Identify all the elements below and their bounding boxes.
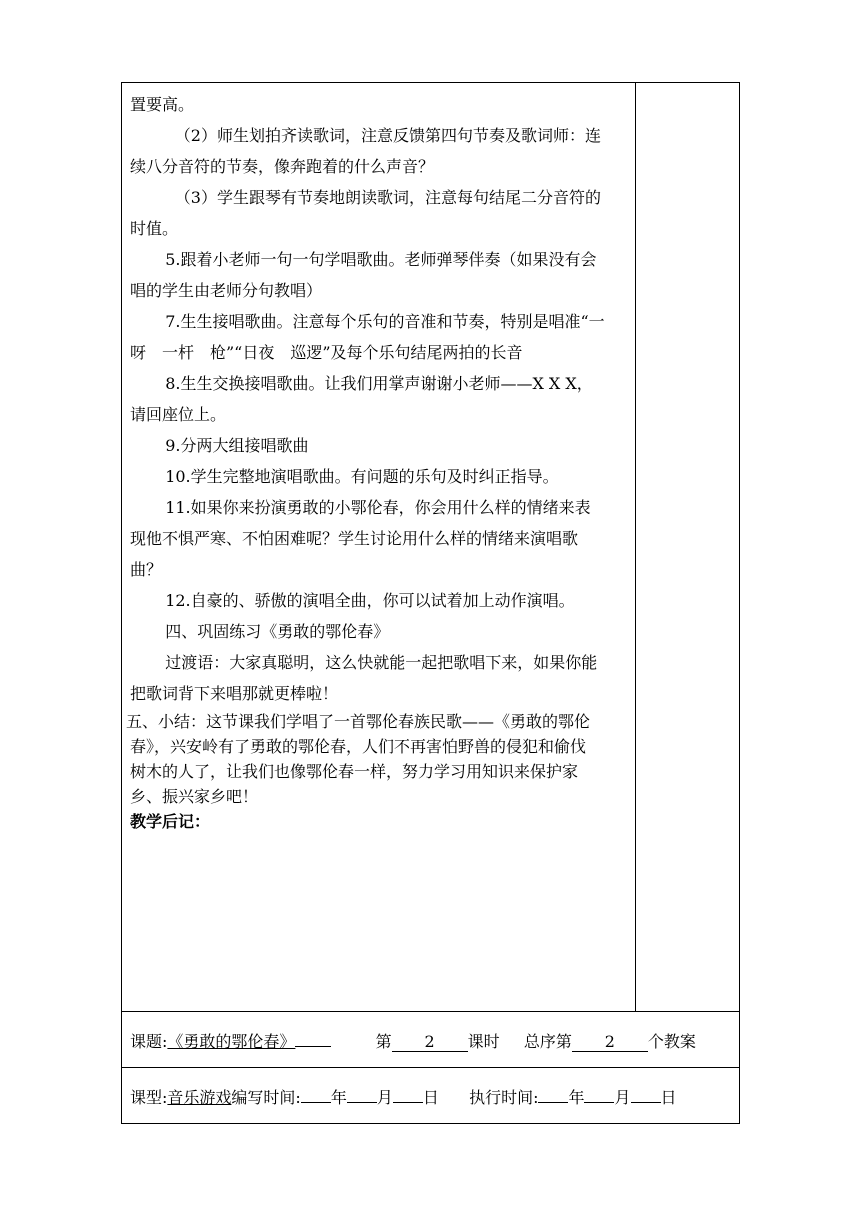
write-year: 年 (330, 1087, 347, 1107)
line-17: 四、巩固练习《勇敢的鄂伦春》 (165, 622, 390, 641)
line-14: 现他不惧严寒、不怕困难呢？学生讨论用什么样的情绪来演唱歌 (130, 529, 579, 548)
line-7: 7.生生接唱歌曲。注意每个乐句的音准和节奏，特别是唱准“一 (165, 312, 605, 331)
write-day: 日 (422, 1087, 439, 1107)
line-5: 5.跟着小老师一句一句学唱歌曲。老师弹琴伴奏（如果没有会 (165, 250, 597, 269)
line-8: 呀 一杆 枪”“日夜 巡逻”及每个乐句结尾两拍的长音 (130, 343, 523, 362)
lesson-type: 音乐游戏 (167, 1087, 232, 1107)
line-16: 12.自豪的、骄傲的演唱全曲，你可以试着加上动作演唱。 (165, 591, 575, 610)
topic-title: 《勇敢的鄂伦春》 (167, 1031, 296, 1051)
afterword-label: 教学后记： (130, 812, 211, 831)
order-prefix: 总序第 (523, 1031, 572, 1051)
type-label: 课型: (130, 1087, 168, 1107)
line-18: 过渡语：大家真聪明，这么快就能一起把歌唱下来，如果你能 (165, 653, 598, 672)
lesson-prefix: 第 (375, 1031, 392, 1051)
type-row (122, 1068, 740, 1124)
line-2: 续八分音符的节奏，像奔跑着的什么声音？ (130, 157, 435, 176)
write-time-label: 编写时间: (231, 1087, 301, 1107)
line-15: 曲？ (130, 560, 163, 579)
line-3: （3）学生跟琴有节奏地朗读歌词，注意每句结尾二分音符的 (174, 188, 601, 207)
exec-year-blank (538, 1084, 568, 1103)
content-cell (122, 83, 636, 1012)
line-13: 11.如果你来扮演勇敢的小鄂伦春，你会用什么样的情绪来表 (165, 498, 591, 517)
line-0: 置要高。 (130, 95, 195, 114)
line-9: 8.生生交换接唱歌曲。让我们用掌声谢谢小老师——X X X， (165, 374, 593, 393)
order-number: 2 (572, 1033, 648, 1052)
line-6: 唱的学生由老师分句教唱） (130, 281, 323, 300)
topic-label: 课题: (130, 1031, 168, 1051)
write-year-blank (301, 1084, 331, 1103)
lesson-plan-table (121, 82, 740, 1124)
lesson-suffix: 课时 (467, 1031, 500, 1051)
line-12: 10.学生完整地演唱歌曲。有问题的乐句及时纠正指导。 (165, 467, 559, 486)
line-4: 时值。 (130, 219, 179, 238)
summary-block (126, 709, 631, 834)
topic-title-underline (295, 1028, 331, 1047)
write-month-blank (347, 1084, 377, 1103)
exec-month-blank (584, 1084, 614, 1103)
topic-row (122, 1012, 740, 1068)
exec-time-label: 执行时间: (469, 1087, 539, 1107)
order-suffix: 个教案 (647, 1031, 696, 1051)
lesson-number: 2 (392, 1033, 468, 1052)
exec-month: 月 (614, 1087, 631, 1107)
exec-day: 日 (660, 1087, 677, 1107)
line-1: （2）师生划拍齐读歌词，注意反馈第四句节奏及歌词师：连 (174, 126, 601, 145)
write-day-blank (393, 1084, 423, 1103)
line-10: 请回座位上。 (130, 405, 227, 424)
exec-year: 年 (568, 1087, 585, 1107)
teaching-process (122, 83, 635, 834)
line-19: 把歌词背下来唱那就更棒啦！ (130, 684, 339, 703)
summary-0: 五、小结：这节课我们学唱了一首鄂伦春族民歌——《勇敢的鄂伦 (126, 712, 591, 731)
summary-2: 树木的人了，让我们也像鄂伦春一样，努力学习用知识来保护家 (130, 762, 579, 781)
write-month: 月 (376, 1087, 393, 1107)
line-11: 9.分两大组接唱歌曲 (165, 436, 309, 455)
summary-1: 春》，兴安岭有了勇敢的鄂伦春，人们不再害怕野兽的侵犯和偷伐 (130, 737, 587, 756)
remarks-cell (636, 83, 740, 1012)
summary-3: 乡、振兴家乡吧！ (130, 787, 259, 806)
exec-day-blank (631, 1084, 661, 1103)
